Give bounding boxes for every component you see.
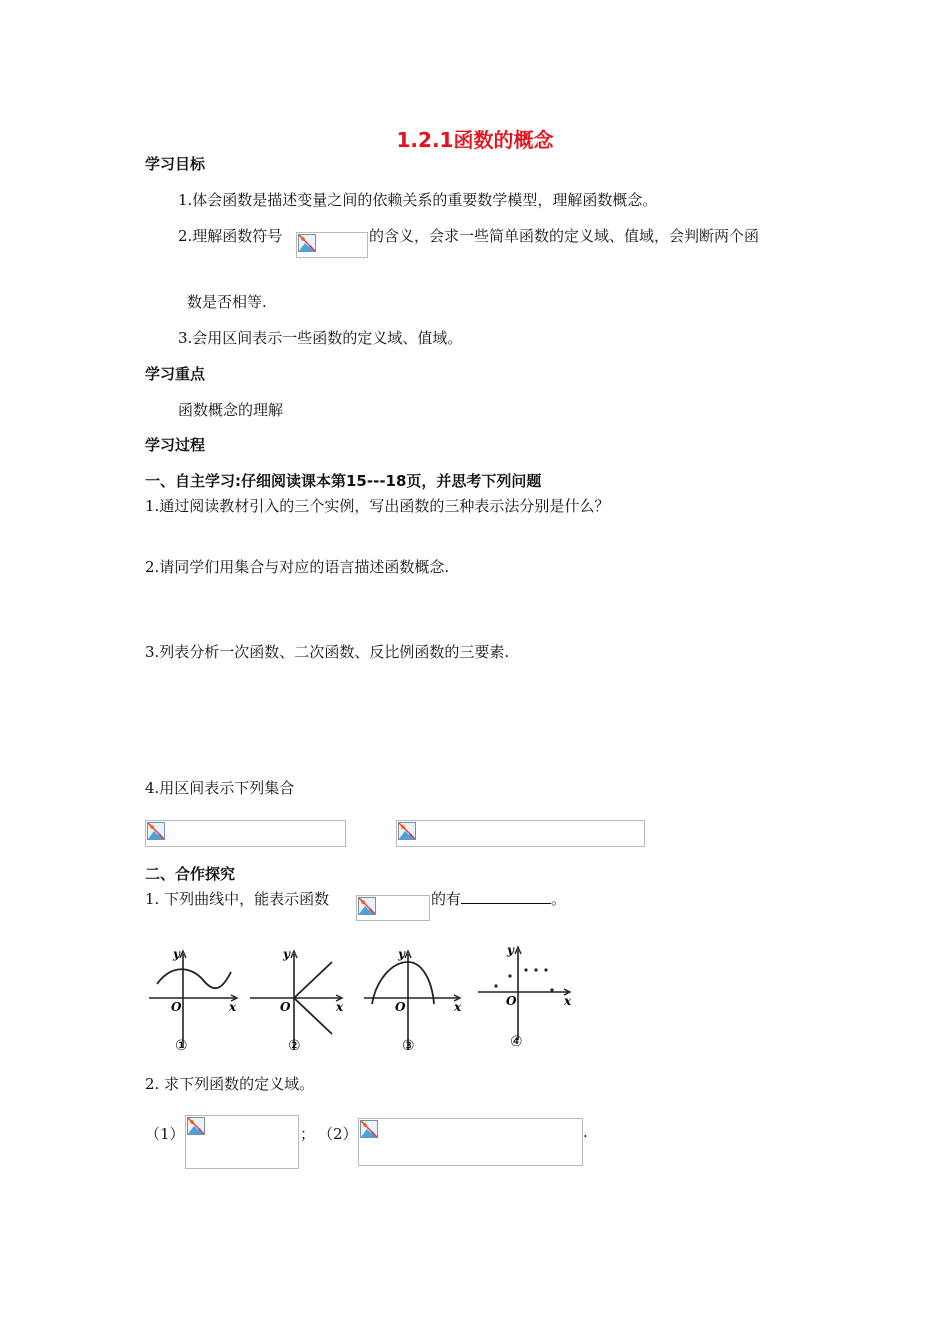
origin-label: O [506,994,517,1008]
process-heading: 学习过程 [145,436,206,454]
axis-y-label: y [507,943,514,957]
goal-item-1: 1.体会函数是描述变量之间的依赖关系的重要数学模型，理解函数概念。 [178,191,658,209]
graph-label: ② [288,1038,301,1054]
part2-question-2: 2. 求下列函数的定义域。 [145,1075,315,1093]
graph-label: ① [175,1038,188,1054]
axis-x-label: x [229,1000,237,1014]
broken-image-icon [358,897,376,915]
goal-item-2-start: 2.理解函数符号 [178,227,283,245]
goal-item-2-cont: 数是否相等. [187,293,267,311]
function-image [356,895,430,921]
graph-3 [362,940,467,1055]
broken-image-icon [147,822,165,840]
part1-heading: 一、自主学习:仔细阅读课本第15---18页，并思考下列问题 [145,472,542,490]
domain-image-2 [358,1118,583,1166]
axis-y-label: y [173,947,180,961]
goal-item-2-end: 的含义，会求一些简单函数的定义域、值域，会判断两个函 [369,227,760,245]
axis-x-label: x [336,1000,344,1014]
domain-image-1 [185,1115,299,1169]
broken-image-icon [398,822,416,840]
sub-question-1-label: （1） [145,1125,185,1143]
separator: ； [300,1125,316,1143]
broken-image-icon [298,234,316,252]
focus-text: 函数概念的理解 [178,401,284,419]
focus-heading: 学习重点 [145,365,206,383]
part2-question-1-start: 1. 下列曲线中，能表示函数 [145,890,330,908]
part1-question-4: 4.用区间表示下列集合 [145,779,295,797]
sub-question-2-label: （2） [318,1125,358,1143]
graph-4 [474,940,579,1055]
axis-x-label: x [564,994,572,1008]
question-text: 的有 [431,890,462,908]
broken-image-icon [187,1117,205,1135]
interval-image-1 [145,820,346,847]
part2-heading: 二、合作探究 [145,865,236,883]
end-period: . [583,1123,588,1141]
part2-question-1-end [431,888,566,909]
origin-label: O [171,1000,182,1014]
axis-y-label: y [283,947,290,961]
part1-question-1: 1.通过阅读教材引入的三个实例，写出函数的三种表示法分别是什么？ [145,497,610,515]
part1-question-2: 2.请同学们用集合与对应的语言描述函数概念. [145,558,450,576]
axis-x-label: x [454,1000,462,1014]
origin-label: O [395,1000,406,1014]
origin-label: O [280,1000,291,1014]
graph-label: ④ [510,1034,523,1050]
interval-image-2 [396,820,645,847]
graph-label: ③ [402,1038,415,1054]
answer-blank [461,889,551,904]
question-end: 。 [551,890,567,908]
graph-2 [248,940,348,1055]
broken-image-icon [360,1120,378,1138]
goal-item-3: 3.会用区间表示一些函数的定义域、值域。 [178,329,463,347]
graph-1 [145,940,245,1055]
goals-heading: 学习目标 [145,155,206,173]
formula-image [296,232,368,258]
axis-y-label: y [398,947,405,961]
part1-question-3: 3.列表分析一次函数、二次函数、反比例函数的三要素. [145,643,510,661]
page-title: 1.2.1函数的概念 [396,128,554,152]
